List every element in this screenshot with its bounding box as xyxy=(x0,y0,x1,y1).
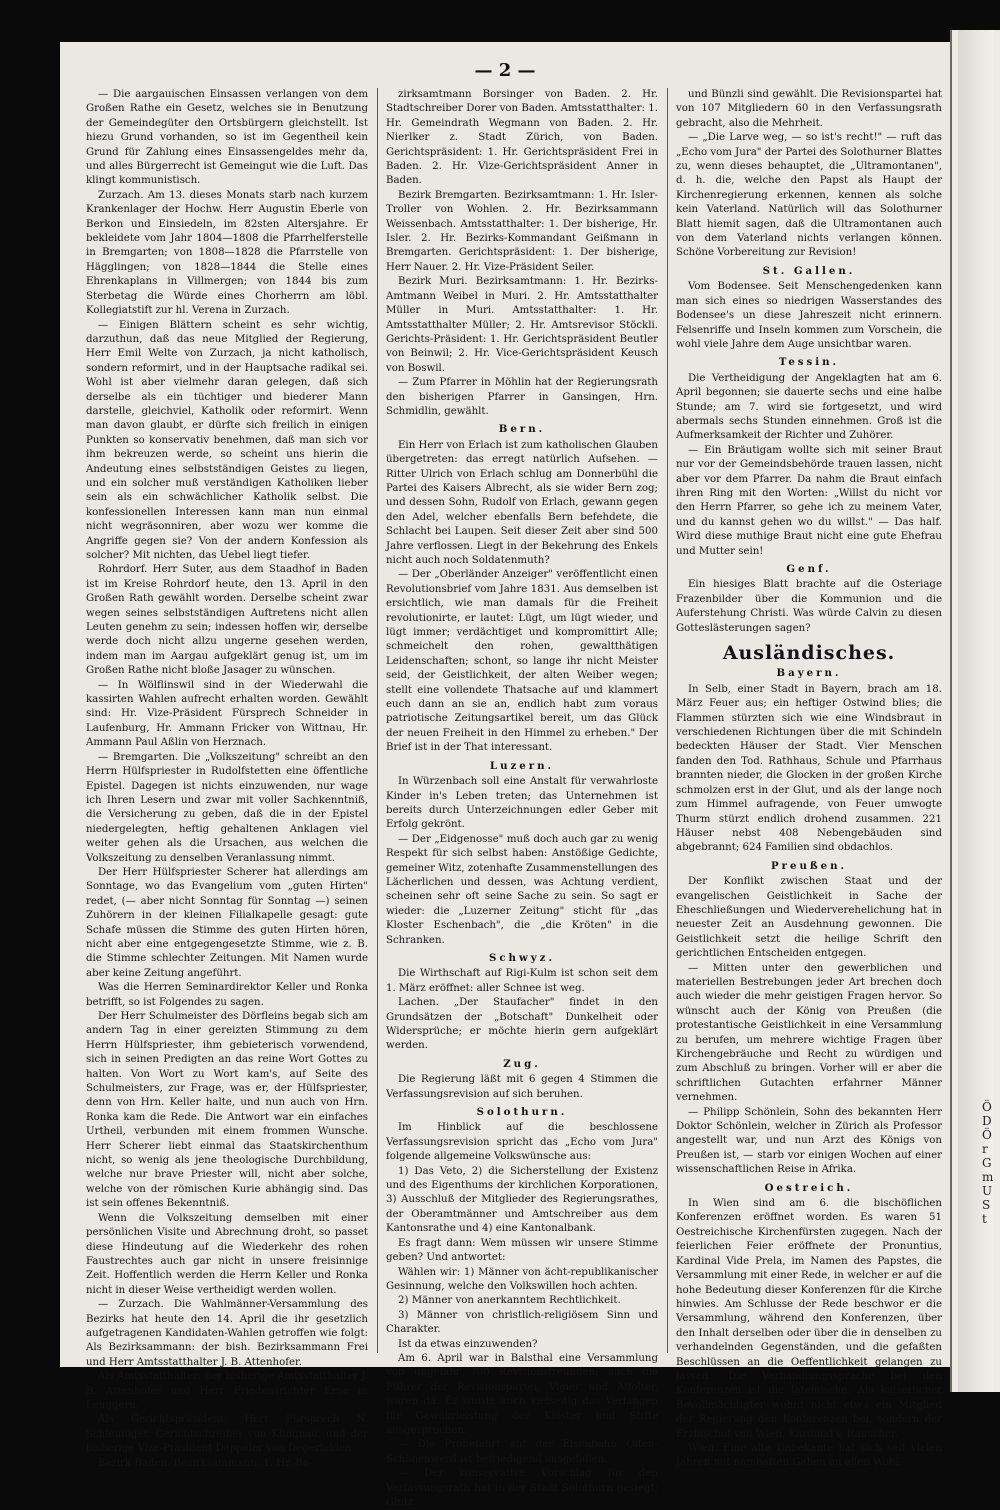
paragraph: — Ein Bräutigam wollte sich mit seiner Braut nur vor der Gemeindsbehörde trauen lassen, nicht aber vor dem Pfarrer. Da nahm die Braut einfach ihren Ring mit den Worten: „Willst du nicht vor den Herrn Pfarrer, so gehe ich zu meinem Vater, und du kannst gehen wo du willst." — Das half. Wird diese muthige Braut nicht eine gute Ehefrau und Mutter sein! xyxy=(676,444,942,557)
paragraph: In Wien sind am 6. die bischöflichen Konferenzen eröffnet worden. Es waren 51 Oestreichische Kirchenfürsten zugegen. Nach der feierlichen Feier eröffnete der Pronuntius, Kardinal Vide Prela, im Namen des Papstes, die Versammlung mit einer Rede, in welcher er auf die hohe Bedeutung dieser Konferenzen für die Kirche hinwies. Am Schlusse der Rede beschwor er die Versammlung, während den Konferenzen, über den Inhalt derselben oder über die in denselben zu verhandelnden Gegenständen, und die gefaßten Beschlüssen an die Oeffentlichkeit gelangen zu lassen. Die Verhandlungssprache bei den Konferenzen ist die lateinische. Als kaiserlicher Bevollmächtigter wohnt nicht etwa ein Mitglied der Regierung den Konferenzen bei, sondern der Erzbischof von Wien, Kardinal v. Rauscher. xyxy=(676,1198,942,1440)
column-right xyxy=(676,88,942,1469)
paragraph: zirksamtmann Borsinger von Baden. 2. Hr. Stadtschreiber Dorer von Baden. Amtsstatthalter: 1. Hr. Gemeindrath Wegmann von Baden. 2. Hr. Nierlker z. Stadt Zürich, von Baden. Gerichtspräsident: 1. Hr. Gerichtspräsident Frei in Baden. 2. Hr. Vize-Gerichtspräsident Anner in Baden. xyxy=(386,89,658,187)
section-heading: Solothurn. xyxy=(476,1106,568,1119)
section-heading: St. Gallen. xyxy=(762,264,856,277)
paragraph: Die Regierung läßt mit 6 gegen 4 Stimmen die Verfassungsrevision auf sich beruhen. xyxy=(386,1074,658,1100)
paragraph: Bezirk Baden. Bezirksammann: 1. Hr. Be- xyxy=(98,1457,313,1469)
edge-text: ÖDÖrGmUSt xyxy=(982,1100,994,1226)
paragraph: Es fragt dann: Wem müssen wir unsere Stimme geben? Und antwortet: xyxy=(386,1237,658,1264)
paragraph: Wenn die Volkszeitung demselben mit einer persönlichen Visite und Abrechnung droht, so passet diese Hindeutung auf die Wiederkehr des rohen Faustrechtes auch gar nicht in unsere freisinnige Zeit. Hoffentlich werden die Herrn Keller und Ronka nicht in dieser Weise vertheidigt werden wollen. xyxy=(86,1212,368,1296)
paragraph: Der Herr Hülfspriester Scherer hat allerdings am Sonntage, wo das Evangelium vom „guten Hirten" redet, (— aber nicht Sonntag für Sonntag —) seinen Zuhörern in der kleinen Filialkapelle gesagt: gute Schafe müssen die Stimme des guten Hirten hören, nicht aber eine entgegengesetzte Stimme, wie z. B. die Stimme schlechter Zeitungen. Mit Namen wurde aber keine Zeitung angeführt. xyxy=(86,866,368,979)
paragraph: Lachen. „Der Staufacher" findet in den Grundsätzen der „Botschaft" Dunkelheit oder Widersprüche; er möchte hierin gern aufgeklärt werden. xyxy=(386,997,658,1052)
section-title: Ausländisches. xyxy=(722,642,896,665)
paragraph: Rohrdorf. Herr Suter, aus dem Staadhof in Baden ist im Kreise Rohrdorf heute, den 13. April in den Großen Rath gewählt worden. Derselbe scheint zwar wegen seines selbstständigen Auftretens nicht allen Leuten genehm zu sein; indessen hoffen wir, derselbe werde doch nicht allzu ungerne gesehen werden, indem man im Aargau aufgeklärt genug ist, um im Großen Rathe nicht bloße Jasager zu wünschen. xyxy=(86,564,368,677)
section-heading: Bern. xyxy=(498,423,546,436)
paragraph: Bezirk Bremgarten. Bezirksamtmann: 1. Hr. Isler-Troller von Wohlen. 2. Hr. Bezirksammann Weissenbach. Amtsstatthalter: 1. Der bisherige, Hr. Isler. 2. Hr. Bezirks-Kommandant Geißmann in Bremgarten. Gerichtspräsident: 1. Der bisherige, Herr Nauer. 2. Hr. Vize-Präsident Seiler. xyxy=(386,189,658,273)
paragraph: Ein Herr von Erlach ist zum katholischen Glauben übergetreten: das erregt natürlich Aufsehen. — Ritter Ulrich von Erlach schlug am Donnerbühl die Partei des Kaisers Albrecht, als sie wider Bern zog; und dessen Sohn, Rudolf von Erlach, gewann gegen den Adel, welcher ebenfalls Bern befehdete, die Schlacht bei Laupen. Seit dieser Zeit aber sind 500 Jahre verflossen. Liegt in der Bekehrung des Enkels nicht auch noch Soldatenmuth? xyxy=(386,439,658,566)
section-heading: Genf. xyxy=(786,563,832,575)
section-heading: Tessin. xyxy=(778,356,840,369)
paragraph: In Würzenbach soll eine Anstalt für verwahrloste Kinder in's Leben treten; das Unternehmen ist bereits durch Unterzeichnungen edler Geber mit Erfolg gekrönt. xyxy=(386,776,658,831)
paragraph: — Der konservative Vorschlag für den Verfassungsrath hat in der Stadt Solothurn gesiegt: Glutz xyxy=(386,1468,658,1508)
paragraph: — Die aargauischen Einsassen verlangen von dem Großen Rathe ein Gesetz, welches sie in Benutzung der Gemeindegüter den Ortsbürgern gleichstellt. Ist hiezu Grund vorhanden, so ist im Gegentheil kein Grund für Zahlung eines Einsassengeldes mehr da, und alles Bürgerrecht ist Gemeingut wie die Luft. Das klingt kommunistisch. xyxy=(86,89,368,187)
paragraph: Wien. Eine alte Unbekante hat sich seit vielen Jahren mit namhaften Gaben an allen Wohl- xyxy=(676,1442,942,1469)
paragraph: Als Amtsstatthalter: der bisherige Amtsstatthalter J. B. Attenhofer und Herr Friedensrichter Erne in Leuggern. xyxy=(86,1371,368,1411)
paragraph: — Der „Eidgenosse" muß doch auch gar zu wenig Respekt für sich selbst haben: Anstößige Gedichte, gemeiner Witz, zotenhafte Zusammenstellungen des Lächerlichen und dessen, was Achtung verdient, scheinen sehr oft seine Sache zu sein. So sagt er wieder: die „Luzerner Zeitung" sticht für „das Kloster Eschenbach", die „die Kröten" in die Schranken. xyxy=(386,833,658,946)
newspaper-page xyxy=(60,42,950,1508)
paragraph: Im Hinblick auf die beschlossene Verfassungsrevision spricht das „Echo vom Jura" folgende allgemeine Volkswünsche aus: xyxy=(386,1122,658,1163)
paragraph: — Einigen Blättern scheint es sehr wichtig, darzuthun, daß das neue Mitglied der Regierung, Herr Emil Welte von Zurzach, ja nicht katholisch, sondern reformirt, und in der Hauptsache radikal sei. Wohl ist aber vielmehr daran gelegen, daß sich derselbe als ein tüchtiger und biederer Mann darstelle, gleichviel, Katholik oder reformirt. Wenn man davon glaubt, er dürfte sich freilich in einigen Punkten so konservativ benehmen, daß man sich vor ihm bekreuzen werde, so scheint uns hierin die Andeutung eines selbstständigen Geistes zu liegen, und ein solcher muß verständigen Katholiken lieber sein als ein schwächlicher Katholik selbst. Die konfessionellen Interessen kann man nun einmal nicht wegräsonniren, aber wozu wer komme die Angriffe gegen sie? Von der andern Konfession als solcher? Mit nichten, das Uebel liegt tiefer. xyxy=(86,319,368,561)
paragraph: — „Die Larve weg, — so ist's recht!" — ruft das „Echo vom Jura" der Partei des Solothurner Blattes zu, wenn dieses behauptet, die „Ultramontanen", d. h. die, welche den Papst als Haupt der Kirchenregierung erkennen, kennen als solche kein Vaterland. Natürlich will das Solothurner Blatt hiemit sagen, daß die Ultramontanen auch von dem Vaterland nichts verlangen können. Schöne Vorbereitung zur Revision! xyxy=(676,132,942,259)
section-heading: Preußen. xyxy=(770,859,848,872)
paragraph: — Philipp Schönlein, Sohn des bekannten Herr Doktor Schönlein, welcher in Zürich als Professor angestellt war, und nun Arzt des Königs von Preußen ist, — starb vor einigen Wochen auf einer wissenschaftlichen Reise in Afrika. xyxy=(676,1106,942,1176)
paragraph: In Selb, einer Stadt in Bayern, brach am 18. März Feuer aus; ein heftiger Ostwind blies; die Flammen stürzten sich wie eine Windsbraut in verschiedenen Richtungen über die mit Schindeln bedeckten Häuser der Stadt. Vier Menschen fanden den Tod. Rathhaus, Schule und Pfarrhaus brannten nieder, die Glocken in der großen Kirche schmolzen erst in der Glut, und als der lange noch zum Himmel aufragende, von Feuer umwogte Thurm stürzt endlich drohend zusammen. 221 Häuser nebst 408 Nebengebäuden sind abgebrannt; 624 Familien sind obdachlos. xyxy=(676,683,942,854)
section-heading: Luzern. xyxy=(489,759,555,772)
paragraph: — Die Probefahrt auf der Eisenbahn Olten-Schönenwerd ist befriedigend ausgefallen. xyxy=(386,1439,658,1465)
section-heading: Bayern. xyxy=(776,667,842,680)
paragraph: Die Wirthschaft auf Rigi-Kulm ist schon seit dem 1. März eröffnet: aller Schnee ist weg. xyxy=(386,968,658,994)
paragraph: Ein hiesiges Blatt brachte auf die Osteriage Frazenbilder über die Kommunion und die Auferstehung Christi. Was würde Calvin zu diesen Gotteslästerungen sagen? xyxy=(676,579,942,634)
column-left xyxy=(86,88,368,1469)
section-heading: Zug. xyxy=(503,1057,541,1070)
paragraph: — Zurzach. Die Wahlmänner-Versammlung des Bezirks hat heute den 14. April die ihr gesetzlich aufgetragenen Kandidaten-Wahlen getroffen wie folgt: Als Bezirksammann: der bish. Bezirksammann Frei und Herr Amtsstatthalter J. B. Attenhofer. xyxy=(86,1299,368,1368)
paragraph: Der Herr Schulmeister des Dörfleins begab sich am andern Tag in einer gereizten Stimmung zu dem Herrn Hülfspriester, ihm gebieterisch vorwendend, sich in seinen Predigten an das reine Wort Gottes zu halten. Von Wort zu Wort kam's, auf Seite des Schulmeisters, zur Frage, was er, der Hülfspriester, denn von Hrn. Keller halte, und nun auch von Hrn. Ronka kam die Rede. Die Antwort war ein einfaches Urtheil, verbunden mit einem frommen Wunsche. Herr Scherer liebt einmal das Staatskirchenthum nicht, so wenig als jene theologische Durchbildung, welche nur brave Priester will, nicht aber solche, welche von der römischen Kurie abhängig sind. Das ist sein offenes Bekenntniß. xyxy=(86,1011,368,1210)
adjacent-page-edge xyxy=(950,30,1000,1392)
paragraph: Bezirk Muri. Bezirksamtmann: 1. Hr. Bezirks-Amtmann Weibel in Muri. 2. Hr. Amtsstatthalter Müller in Muri. Amtsstatthalter: 1. Hr. Amtsstatthalter Müller; 2. Hr. Amtsrevisor Stöckli. Gerichts-Präsident: 1. Hr. Gerichtspräsident Beutler von Beinwil; 2. Hr. Vice-Gerichtspräsident Keusch von Boswil. xyxy=(386,276,658,374)
paragraph: Wählen wir: 1) Männer von ächt-republikanischer Gesinnung, welche den Volkswillen hoch achten. xyxy=(386,1266,658,1292)
paragraph: — In Wölflinswil sind in der Wiederwahl die kassirten Wahlen aufrecht erhalten worden. Gewählt sind: Hr. Vize-Präsident Fürsprech Schneider in Laufenburg, Hr. Ammann Fricker von Wittnau, Hr. Ammann Paul Aßlin von Herznach. xyxy=(86,679,368,749)
column-middle xyxy=(386,88,658,1508)
paragraph: Die Vertheidigung der Angeklagten hat am 6. April begonnen; sie dauerte sechs und eine halbe Stunde; am 7. wird sie fortgesetzt, und wird abermals sechs Stunden einnehmen. Groß ist die Aufmerksamkeit der Richter und Zuhörer. xyxy=(676,372,942,442)
paragraph: — Mitten unter den gewerblichen und materiellen Bestrebungen jeder Art brechen doch auch wieder die mehr geistigen Fragen hervor. So wünscht auch der König von Preußen (die protestantische Geistlichkeit in eine Versammlung zu berufen, um mehrere wichtige Fragen über Kirchengebräuche und Recht zu würdigen und zum Abschluß zu bringen. Vorher will er aber die schriftlichen Gutachten erfahrner Männer vernehmen. xyxy=(676,962,942,1104)
page-number: — 2 — xyxy=(474,60,536,81)
section-heading: Oestreich. xyxy=(764,1181,854,1194)
section-heading: Schwyz. xyxy=(489,951,555,964)
paragraph: 1) Das Veto, 2) die Sicherstellung der Existenz und des Eigenthums der kirchlichen Korporationen, 3) Ausschluß der Mitglieder des Regierungsrathes, der Oberamtmänner und Amtschreiber aus dem Kantonsrathe und 4) eine Kantonalbank. xyxy=(386,1165,658,1235)
paragraph: Als Gerichtspräsident: Herr Fürsprech N. Schleuniger, Gerichtschreiber von Klingnau, und der bisherige Vize-Präsident Deppeler von Degerfelden. xyxy=(86,1414,368,1455)
paragraph: Was die Herren Seminardirektor Keller und Ronka betrifft, so ist Folgendes zu sagen. xyxy=(86,982,368,1008)
paragraph: Vom Bodensee. Seit Menschengedenken kann man sich eines so niedrigen Wasserstandes des Bodensee's un diese Jahreszeit nicht erinnern. Felsenriffe und Inseln kommen zum Vorschein, die wohl viele Jahre dem Auge unsichtbar waren. xyxy=(676,281,942,350)
paragraph: — Bremgarten. Die „Volkszeitung" schreibt an den Herrn Hülfspriester in Rudolfstetten eine öffentliche Epistel. Dagegen ist nichts einzuwenden, nur wage ich Ihren Lesern und zwar mit voller Sachkenntniß, die Versicherung zu geben, daß die in der Epistel niedergelegten, heftig gehaltenen Anklagen viel weiter gehen als die Ursachen, aus welchen die Volkszeitung zu denselben Veranlassung nimmt. xyxy=(86,751,368,864)
column-rule xyxy=(377,88,378,1353)
paragraph: Am 6. April war in Balsthal eine Versammlung von ungefähr 700 Revisionsfreunden; auch die Führer der Revisionspartei, Vigier und Affolter, waren da. Es wurde auch vielseitig das Verlangen für Gewährleistung der Klöster und Stifte ausgesprochen. xyxy=(386,1352,658,1436)
paragraph: 3) Männer von christlich-religiösem Sinn und Charakter. xyxy=(386,1309,658,1336)
paragraph: — Zum Pfarrer in Möhlin hat der Regierungsrath den bisherigen Pfarrer in Gansingen, Hrn. Schmidlin, gewählt. xyxy=(386,377,658,417)
paragraph: 2) Männer von anerkanntem Rechtlichkeit. xyxy=(398,1295,621,1307)
paragraph: und Bünzli sind gewählt. Die Revisionspartei hat von 107 Mitgliedern 60 in den Verfassungsrath gebracht, also die Mehrheit. xyxy=(676,89,942,129)
column-rule xyxy=(667,88,668,1353)
paragraph: Der Konflikt zwischen Staat und der evangelischen Geistlichkeit in Sache der Eheschließungen und Wiederverehelichung hat in neuester Zeit an Ausdehnung gewonnen. Die Geistlichkeit setzt die heilige Schrift den gerichtlichen Entscheiden entgegen. xyxy=(676,876,942,960)
paragraph: — Der „Oberländer Anzeiger" veröffentlicht einen Revolutionsbrief vom Jahre 1831. Aus demselben ist ersichtlich, wie man damals für die Freiheit revolutionirte, er lautet: Lügt, um lügt wieder, und lügt immer; verdächtiget und kompromittirt Alle; schmeichelt den rohen, gewaltthätigen Leidenschaften; schont, so lange ihr nicht Meister seid, der Geistlichkeit, der alten Weiber wegen; stellt eine vollendete Thatsache auf und klammert euch dann an sie an, endlich habt zum voraus patriotische Zeitungsartikel bereit, um das Glück der neuen Freiheit in den Himmel zu erheben." Der Brief ist in der That interessant. xyxy=(386,569,658,754)
paragraph: Zurzach. Am 13. dieses Monats starb nach kurzem Krankenlager der Hochw. Herr Augustin Eberle von Berkon und Einsiedeln, im 82sten Altersjahre. Er bekleidete vom Jahr 1804—1808 die Pfarrhelferstelle in Bremgarten; von 1808—1828 die Pfarrstelle von Hägglingen; von 1828—1844 die Stelle eines Ehrenkaplans in Villmergen; von 1844 bis zum Sterbetag die Würde eines Chorherrn am löbl. Kollegiatstift zur hl. Verena in Zurzach. xyxy=(86,189,368,317)
paragraph: Ist da etwas einzuwenden? xyxy=(398,1338,538,1350)
